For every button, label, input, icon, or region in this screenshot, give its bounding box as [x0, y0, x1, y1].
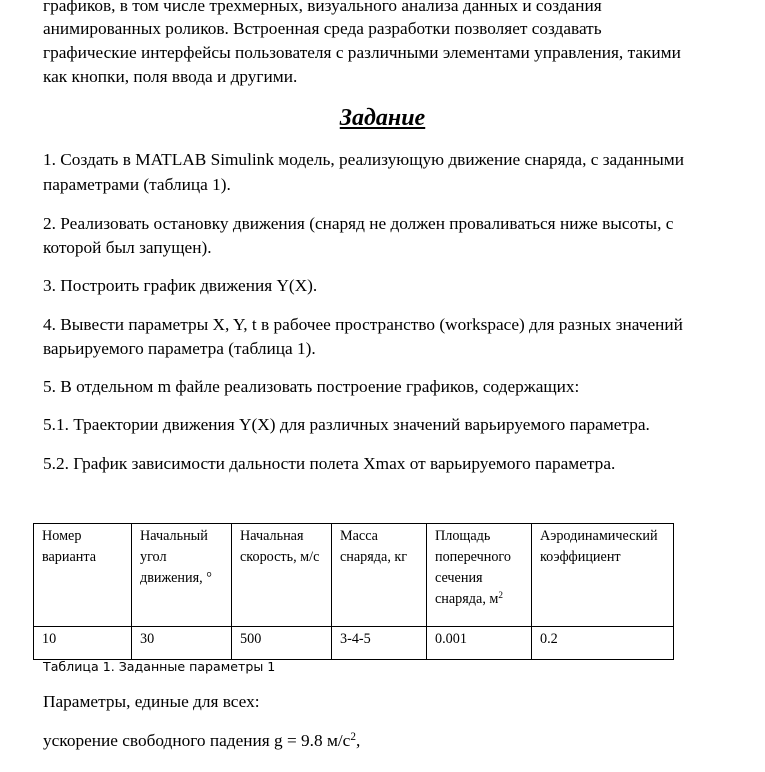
task-line: 1. Создать в MATLAB Simulink модель, реализующую движение снаряда, с заданными — [43, 150, 684, 169]
intro-line: графические интерфейсы пользователя с различными элементами управления, такими — [43, 43, 681, 62]
gravity-suffix: , — [355, 731, 361, 750]
parameters-table — [33, 523, 674, 660]
gravity-text: ускорение свободного падения g = 9.8 м/с — [43, 731, 351, 750]
intro-line: графиков, в том числе трехмерных, визуального анализа данных и создания — [43, 0, 602, 15]
task-line: 2. Реализовать остановку движения (снаряд не должен проваливаться ниже высоты, с — [43, 214, 674, 233]
header-text: Масса снаряда, кг — [340, 528, 408, 565]
task-line: 5.1. Траектории движения Y(X) для различных значений варьируемого параметра. — [43, 415, 650, 434]
header-text: Начальный угол движения, ° — [140, 528, 212, 586]
table-header-cell — [232, 524, 332, 627]
common-params-heading: Параметры, единые для всех: — [43, 692, 260, 711]
table-header-cell — [34, 524, 132, 627]
header-text: Аэродинамический коэффициент — [540, 528, 658, 565]
table-header-cell — [332, 524, 427, 627]
table-caption: Таблица 1. Заданные параметры 1 — [43, 659, 276, 674]
intro-line: как кнопки, поля ввода и другими. — [43, 67, 298, 86]
table-cell: 30 — [132, 627, 232, 660]
table-cell: 3-4-5 — [332, 627, 427, 660]
task-line: 5.2. График зависимости дальности полета Xmax от варьируемого параметра. — [43, 454, 616, 473]
intro-line: анимированных роликов. Встроенная среда разработки позволяет создавать — [43, 19, 602, 38]
table-header-cell — [427, 524, 532, 627]
section-title: Задание — [339, 105, 426, 131]
header-text: Начальная скорость, м/с — [240, 528, 320, 565]
header-text: Номер варианта — [42, 528, 97, 565]
table-cell: 10 — [34, 627, 132, 660]
table-header-cell — [132, 524, 232, 627]
table-cell: 0.2 — [532, 627, 674, 660]
gravity-line — [43, 729, 360, 753]
task-line: 4. Вывести параметры X, Y, t в рабочее пространство (workspace) для разных значений — [43, 315, 683, 334]
task-line: варьируемого параметра (таблица 1). — [43, 339, 316, 358]
table-cell: 0.001 — [427, 627, 532, 660]
header-text: Площадь поперечного сечения снаряда, м — [435, 528, 511, 607]
table-header-cell — [532, 524, 674, 627]
table-cell: 500 — [232, 627, 332, 660]
table-header-row — [34, 524, 674, 627]
superscript: 2 — [498, 589, 504, 600]
task-line: 5. В отдельном m файле реализовать построение графиков, содержащих: — [43, 377, 580, 396]
task-line: 3. Построить график движения Y(X). — [43, 276, 318, 295]
table-row — [34, 627, 674, 660]
superscript: 2 — [350, 730, 356, 743]
task-line: которой был запущен). — [43, 238, 212, 257]
task-line: параметрами (таблица 1). — [43, 175, 231, 194]
